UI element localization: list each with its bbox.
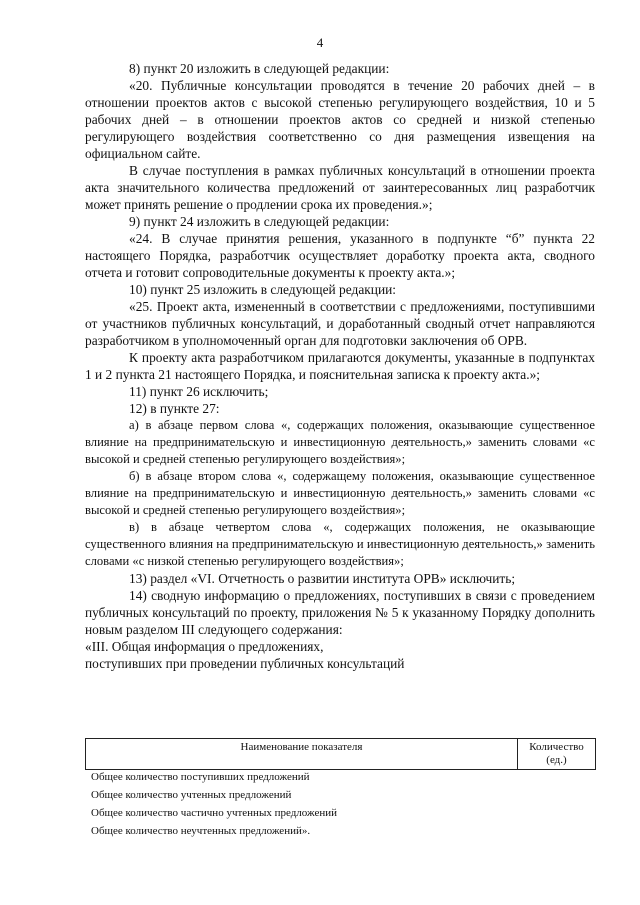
paragraph-item-14: 14) сводную информацию о предложениях, поступивших в связи с проведением публичных консультаций по проекту, приложения № 5 к указанному Порядку дополнить новым разделом III следующего содержания: bbox=[85, 588, 595, 637]
paragraph-item-13: 13) раздел «VI. Отчетность о развитии института ОРВ» исключить; bbox=[129, 571, 516, 586]
paragraph-item-8: 8) пункт 20 изложить в следующей редакции: bbox=[129, 61, 390, 76]
table-rows bbox=[91, 768, 337, 840]
paragraph-subitem-v: в) в абзаце четвертом слова «, содержащих положения, не оказывающие существенного влияния на предпринимательскую и инвестиционную деятельность,» заменить словами «с низкой степенью регулирующего воздействия»; bbox=[85, 520, 595, 568]
paragraph-point-24-text: «24. В случае принятия решения, указанного в подпункте “б” пункта 22 настоящего Порядка, разработчик осуществляет доработку проекта акта, сводного отчета и готовит сопроводительные документы к проекту акта.»; bbox=[85, 231, 595, 280]
table-header-quantity: Количество (ед.) bbox=[518, 739, 596, 770]
section-heading-line2: поступивших при проведении публичных консультаций bbox=[85, 656, 405, 671]
paragraph-subitem-a: а) в абзаце первом слова «, содержащих положения, оказывающие существенное влияние на предпринимательскую и инвестиционную деятельность,» заменить словами «с высокой и средней степенью регулирующего воздействия»; bbox=[85, 418, 595, 466]
section-heading-line1: «III. Общая информация о предложениях, bbox=[85, 639, 324, 654]
paragraph-item-9: 9) пункт 24 изложить в следующей редакции: bbox=[129, 214, 390, 229]
page-number: 4 bbox=[316, 35, 324, 50]
table-row: Общее количество частично учтенных предложений bbox=[91, 807, 338, 819]
table-header-indicator: Наименование показателя bbox=[86, 739, 518, 770]
table-row: Общее количество учтенных предложений bbox=[91, 789, 292, 801]
table-row: Общее количество неучтенных предложений». bbox=[91, 825, 311, 837]
document-body bbox=[85, 60, 595, 672]
paragraph-point-25-text: «25. Проект акта, измененный в соответствии с предложениями, поступившими от участников публичных консультаций, и доработанный сводный отчет направляются разработчиком в уполномоченный орган для подготовки заключения об ОРВ. bbox=[85, 299, 595, 348]
indicators-table bbox=[85, 738, 596, 770]
paragraph-subitem-b: б) в абзаце втором слова «, содержащему положения, оказывающие существенное влияние на предпринимательскую и инвестиционную деятельность,» заменить словами «с высокой и средней степенью регулирующего воздействия»; bbox=[85, 469, 595, 517]
paragraph-point-20-text: «20. Публичные консультации проводятся в течение 20 рабочих дней – в отношении проектов актов с высокой степенью регулирующего воздействия, 10 и 5 рабочих дней – в отношении проектов актов со средней и низкой степенью регулирующего воздействия соответственно со дня размещения извещения на официальном сайте. bbox=[85, 78, 595, 161]
paragraph-item-12: 12) в пункте 27: bbox=[129, 401, 220, 416]
section-heading bbox=[85, 638, 595, 672]
paragraph-item-11: 11) пункт 26 исключить; bbox=[129, 384, 269, 399]
table-header-row bbox=[86, 739, 596, 770]
paragraph-item-10: 10) пункт 25 изложить в следующей редакции: bbox=[129, 282, 397, 297]
paragraph-point-20-continuation: В случае поступления в рамках публичных консультаций в отношении проекта акта значительного количества предложений от заинтересованных лиц разработчик может принять решение о продлении срока их проведения.»; bbox=[85, 163, 595, 212]
paragraph-point-25-continuation: К проекту акта разработчиком прилагаются документы, указанные в подпунктах 1 и 2 пункта 21 настоящего Порядка, и пояснительная записка к проекту акта.»; bbox=[85, 350, 595, 382]
table-row: Общее количество поступивших предложений bbox=[91, 771, 310, 783]
